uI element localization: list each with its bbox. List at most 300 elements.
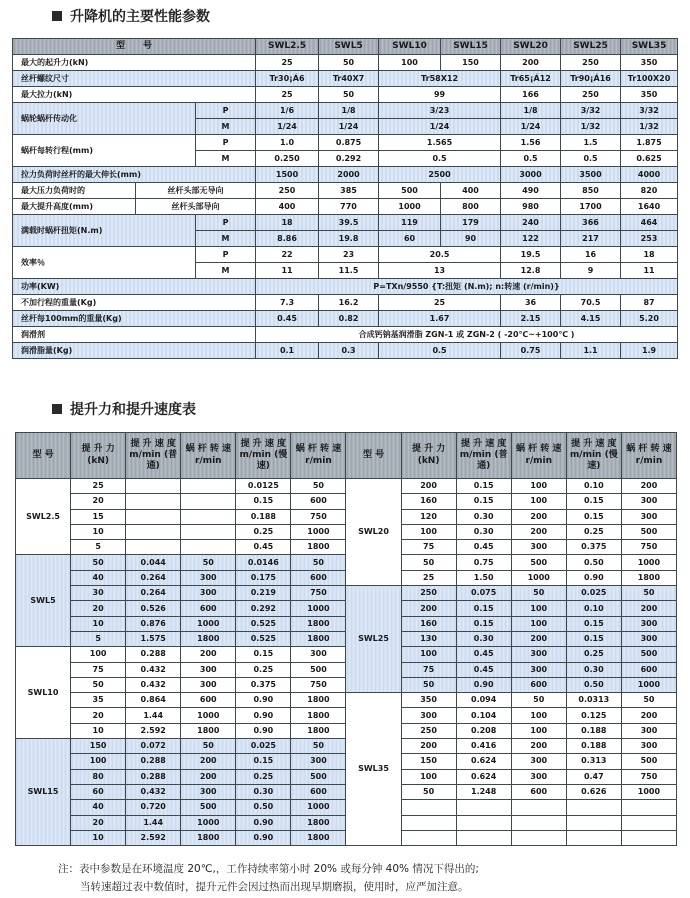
value-cell: 35 bbox=[71, 693, 126, 708]
value-cell: 300 bbox=[181, 784, 236, 799]
column-header: 型 号 bbox=[16, 433, 71, 479]
column-header: 提 升 速 度 m/min (普 通) bbox=[126, 433, 181, 479]
value-cell: 500 bbox=[621, 647, 676, 662]
section-title-text: 升降机的主要性能参数 bbox=[70, 9, 210, 25]
value-cell: 50 bbox=[401, 677, 456, 692]
value-cell: 1800 bbox=[621, 570, 676, 585]
value-cell: 200 bbox=[621, 601, 676, 616]
value-cell bbox=[566, 800, 621, 815]
row-label: 润滑脂量(Kg) bbox=[13, 343, 256, 359]
value-cell: 300 bbox=[621, 631, 676, 646]
value-cell: 10 bbox=[71, 830, 126, 845]
value-cell: 300 bbox=[181, 570, 236, 585]
sub-label: P bbox=[196, 215, 256, 231]
value-cell: 20 bbox=[71, 601, 126, 616]
table-row bbox=[13, 183, 678, 199]
column-header: 提 升 力 (kN) bbox=[71, 433, 126, 479]
value-cell: 0.30 bbox=[456, 524, 511, 539]
square-bullet-icon bbox=[52, 11, 62, 21]
value-cell: 0.288 bbox=[126, 647, 181, 662]
value-cell: 16 bbox=[561, 247, 621, 263]
sub-label: 丝杆头部导向 bbox=[136, 199, 256, 215]
value-cell: 0.75 bbox=[501, 343, 561, 359]
value-cell: 800 bbox=[441, 199, 501, 215]
value-cell bbox=[511, 800, 566, 815]
value-cell: 100 bbox=[71, 754, 126, 769]
value-cell: 40 bbox=[71, 570, 126, 585]
value-cell bbox=[621, 800, 676, 815]
value-cell: 200 bbox=[181, 754, 236, 769]
value-cell: 13 bbox=[379, 263, 501, 279]
value-cell: 4000 bbox=[621, 167, 678, 183]
table-row bbox=[16, 586, 677, 601]
table-row bbox=[13, 87, 678, 103]
value-cell: 1800 bbox=[291, 616, 346, 631]
value-cell: 0.75 bbox=[456, 555, 511, 570]
value-cell: 100 bbox=[511, 601, 566, 616]
sub-label: P bbox=[196, 135, 256, 151]
section-title-speed bbox=[52, 399, 196, 419]
value-cell: 0.15 bbox=[566, 509, 621, 524]
value-cell: P=TXn/9550 {T:扭矩 (N.m); n:转速 (r/min)} bbox=[256, 279, 678, 295]
notes bbox=[58, 860, 479, 896]
value-cell: 1000 bbox=[621, 784, 676, 799]
value-cell: 25 bbox=[256, 55, 319, 71]
value-cell: 120 bbox=[401, 509, 456, 524]
value-cell: 0.025 bbox=[566, 586, 621, 601]
value-cell: 0.47 bbox=[566, 769, 621, 784]
value-cell: 0.525 bbox=[236, 616, 291, 631]
value-cell: 0.624 bbox=[456, 754, 511, 769]
value-cell: 25 bbox=[401, 570, 456, 585]
value-cell: 1000 bbox=[379, 199, 441, 215]
value-cell: 4.15 bbox=[561, 311, 621, 327]
value-cell: 0.525 bbox=[236, 631, 291, 646]
value-cell: 1000 bbox=[511, 570, 566, 585]
value-cell: 200 bbox=[621, 479, 676, 494]
value-cell: 300 bbox=[181, 677, 236, 692]
value-cell: 10 bbox=[71, 616, 126, 631]
lift-speed-table bbox=[15, 432, 677, 846]
value-cell: 1.565 bbox=[379, 135, 501, 151]
value-cell bbox=[456, 815, 511, 830]
value-cell: 0.0313 bbox=[566, 693, 621, 708]
value-cell: 50 bbox=[401, 784, 456, 799]
value-cell: 50 bbox=[511, 586, 566, 601]
note-line-2: 当转速超过表中数值时，提升元件会因过热而出现早期磨损，使用时，应严加注意。 bbox=[80, 881, 469, 893]
value-cell bbox=[621, 830, 676, 845]
value-cell: 250 bbox=[401, 586, 456, 601]
value-cell: 1.56 bbox=[501, 135, 561, 151]
value-cell: 60 bbox=[379, 231, 441, 247]
value-cell: 1800 bbox=[291, 631, 346, 646]
value-cell: 0.50 bbox=[566, 677, 621, 692]
value-cell: 1/32 bbox=[621, 119, 678, 135]
sub-label: M bbox=[196, 151, 256, 167]
value-cell: 20.5 bbox=[379, 247, 501, 263]
row-label: 丝杆每100mm的重量(Kg) bbox=[13, 311, 256, 327]
value-cell: 200 bbox=[511, 524, 566, 539]
value-cell: 75 bbox=[401, 662, 456, 677]
value-cell: 250 bbox=[256, 183, 319, 199]
value-cell: 980 bbox=[501, 199, 561, 215]
model-column-header: SWL2.5 bbox=[256, 39, 319, 55]
value-cell: 1000 bbox=[291, 601, 346, 616]
row-label: 润滑剂 bbox=[13, 327, 256, 343]
value-cell: 1.67 bbox=[379, 311, 501, 327]
value-cell: 100 bbox=[401, 647, 456, 662]
value-cell: 1800 bbox=[291, 723, 346, 738]
value-cell: 0.288 bbox=[126, 769, 181, 784]
value-cell: 366 bbox=[561, 215, 621, 231]
model-cell: SWL2.5 bbox=[16, 479, 71, 555]
value-cell: 90 bbox=[441, 231, 501, 247]
value-cell: 75 bbox=[401, 540, 456, 555]
value-cell: 200 bbox=[511, 509, 566, 524]
column-header: 蜗 杆 转 速 r/min bbox=[511, 433, 566, 479]
model-cell: SWL35 bbox=[346, 693, 401, 846]
value-cell: 50 bbox=[181, 555, 236, 570]
value-cell bbox=[401, 800, 456, 815]
model-column-header: SWL35 bbox=[621, 39, 678, 55]
table-row bbox=[13, 135, 678, 151]
value-cell: 166 bbox=[501, 87, 561, 103]
row-label: 蜗杆每转行程(mm) bbox=[13, 135, 196, 167]
value-cell: 464 bbox=[621, 215, 678, 231]
value-cell: 0.432 bbox=[126, 784, 181, 799]
model-header: 型 号 bbox=[13, 39, 256, 55]
row-label: 丝杆螺纹尺寸 bbox=[13, 71, 256, 87]
value-cell: 200 bbox=[401, 739, 456, 754]
value-cell: 250 bbox=[561, 87, 621, 103]
column-header: 型 号 bbox=[346, 433, 401, 479]
model-column-header: SWL25 bbox=[561, 39, 621, 55]
value-cell: 500 bbox=[291, 662, 346, 677]
value-cell: 250 bbox=[561, 55, 621, 71]
value-cell: 1.44 bbox=[126, 708, 181, 723]
value-cell bbox=[566, 815, 621, 830]
table-row bbox=[16, 693, 677, 708]
value-cell: 1000 bbox=[291, 800, 346, 815]
value-cell: 2.592 bbox=[126, 723, 181, 738]
value-cell: 300 bbox=[511, 662, 566, 677]
value-cell: 0.15 bbox=[236, 754, 291, 769]
value-cell: 300 bbox=[511, 754, 566, 769]
value-cell: 0.30 bbox=[456, 509, 511, 524]
value-cell: 0.15 bbox=[236, 494, 291, 509]
value-cell bbox=[126, 540, 181, 555]
value-cell: 0.072 bbox=[126, 739, 181, 754]
sub-label: P bbox=[196, 103, 256, 119]
value-cell: 39.5 bbox=[319, 215, 379, 231]
value-cell bbox=[181, 479, 236, 494]
value-cell: 20 bbox=[71, 494, 126, 509]
value-cell: 1000 bbox=[621, 555, 676, 570]
value-cell bbox=[456, 800, 511, 815]
value-cell: 0.45 bbox=[256, 311, 319, 327]
value-cell: 200 bbox=[181, 769, 236, 784]
table-row bbox=[13, 71, 678, 87]
table-row bbox=[13, 199, 678, 215]
value-cell: 0.175 bbox=[236, 570, 291, 585]
value-cell bbox=[126, 494, 181, 509]
table-row bbox=[13, 167, 678, 183]
value-cell: 1000 bbox=[621, 677, 676, 692]
value-cell: 11.5 bbox=[319, 263, 379, 279]
sub-label: M bbox=[196, 231, 256, 247]
value-cell: 100 bbox=[511, 723, 566, 738]
table-row bbox=[13, 311, 678, 327]
value-cell: 3/32 bbox=[561, 103, 621, 119]
value-cell: Tr90¡Á16 bbox=[561, 71, 621, 87]
value-cell: 0.288 bbox=[126, 754, 181, 769]
value-cell: 0.292 bbox=[319, 151, 379, 167]
value-cell: 217 bbox=[561, 231, 621, 247]
value-cell: 300 bbox=[291, 754, 346, 769]
value-cell: 1000 bbox=[181, 815, 236, 830]
value-cell: 0.15 bbox=[456, 479, 511, 494]
model-column-header: SWL20 bbox=[501, 39, 561, 55]
value-cell: 0.626 bbox=[566, 784, 621, 799]
value-cell: 70.5 bbox=[561, 295, 621, 311]
value-cell: 9 bbox=[561, 263, 621, 279]
row-label: 功率(KW) bbox=[13, 279, 256, 295]
value-cell: 350 bbox=[621, 55, 678, 71]
value-cell: 500 bbox=[621, 754, 676, 769]
value-cell: 130 bbox=[401, 631, 456, 646]
value-cell: 0.90 bbox=[566, 570, 621, 585]
value-cell: 0.025 bbox=[236, 739, 291, 754]
value-cell: 5 bbox=[71, 540, 126, 555]
value-cell: 50 bbox=[319, 87, 379, 103]
sub-label: P bbox=[196, 247, 256, 263]
value-cell: 100 bbox=[71, 647, 126, 662]
value-cell: 1/24 bbox=[319, 119, 379, 135]
value-cell: 0.25 bbox=[236, 524, 291, 539]
value-cell: 0.15 bbox=[236, 647, 291, 662]
value-cell: 0.625 bbox=[621, 151, 678, 167]
value-cell: 36 bbox=[501, 295, 561, 311]
row-label: 最大拉力(kN) bbox=[13, 87, 256, 103]
value-cell: 200 bbox=[401, 601, 456, 616]
value-cell: 18 bbox=[621, 247, 678, 263]
value-cell: 300 bbox=[621, 723, 676, 738]
value-cell: 500 bbox=[621, 524, 676, 539]
value-cell bbox=[181, 540, 236, 555]
value-cell: 0.15 bbox=[456, 601, 511, 616]
value-cell: 0.50 bbox=[566, 555, 621, 570]
table-row bbox=[13, 215, 678, 231]
value-cell: 1.44 bbox=[126, 815, 181, 830]
value-cell: 750 bbox=[291, 586, 346, 601]
note-line-1: 注：表中参数是在环境温度 20℃,，工作持续率第小时 20% 或每分钟 40% 情况下得出的; bbox=[58, 863, 479, 875]
row-label: 最大的起升力(kN) bbox=[13, 55, 256, 71]
value-cell: 0.432 bbox=[126, 662, 181, 677]
row-label: 拉力负荷时丝杆的最大伸长(mm) bbox=[13, 167, 256, 183]
value-cell: 1800 bbox=[291, 693, 346, 708]
value-cell: 0.5 bbox=[379, 343, 501, 359]
value-cell: 0.075 bbox=[456, 586, 511, 601]
value-cell: 500 bbox=[181, 800, 236, 815]
value-cell: 770 bbox=[319, 199, 379, 215]
value-cell: 0.313 bbox=[566, 754, 621, 769]
model-column-header: SWL5 bbox=[319, 39, 379, 55]
value-cell: 1800 bbox=[291, 708, 346, 723]
sub-label: M bbox=[196, 263, 256, 279]
model-cell: SWL10 bbox=[16, 647, 71, 739]
value-cell: 600 bbox=[511, 784, 566, 799]
value-cell: 50 bbox=[291, 479, 346, 494]
value-cell: 1/6 bbox=[256, 103, 319, 119]
value-cell: 100 bbox=[379, 55, 441, 71]
value-cell bbox=[566, 830, 621, 845]
value-cell: 15 bbox=[71, 509, 126, 524]
value-cell: 0.90 bbox=[236, 693, 291, 708]
value-cell: 0.188 bbox=[236, 509, 291, 524]
value-cell: 500 bbox=[379, 183, 441, 199]
value-cell: 合成钙钠基润滑脂 ZGN-1 或 ZGN-2 ( -20℃~+100℃ ) bbox=[256, 327, 678, 343]
value-cell: 0.432 bbox=[126, 677, 181, 692]
value-cell: 50 bbox=[291, 739, 346, 754]
value-cell: 1.5 bbox=[561, 135, 621, 151]
value-cell: 1.9 bbox=[621, 343, 678, 359]
value-cell: 100 bbox=[401, 769, 456, 784]
value-cell bbox=[621, 815, 676, 830]
value-cell: 1/24 bbox=[501, 119, 561, 135]
value-cell: 200 bbox=[401, 479, 456, 494]
value-cell: 1/8 bbox=[319, 103, 379, 119]
value-cell: 750 bbox=[291, 677, 346, 692]
value-cell: 300 bbox=[511, 769, 566, 784]
value-cell: 0.15 bbox=[566, 631, 621, 646]
model-column-header: SWL10 bbox=[379, 39, 441, 55]
value-cell: 0.15 bbox=[566, 494, 621, 509]
value-cell: 12.8 bbox=[501, 263, 561, 279]
value-cell: 0.90 bbox=[456, 677, 511, 692]
value-cell: 1.875 bbox=[621, 135, 678, 151]
value-cell: 253 bbox=[621, 231, 678, 247]
value-cell: 7.3 bbox=[256, 295, 319, 311]
row-label: 满载时蜗杆扭矩(N.m) bbox=[13, 215, 196, 247]
sub-label: M bbox=[196, 119, 256, 135]
value-cell: 300 bbox=[291, 647, 346, 662]
value-cell: 500 bbox=[291, 769, 346, 784]
value-cell: 240 bbox=[501, 215, 561, 231]
value-cell: 600 bbox=[621, 662, 676, 677]
value-cell: 1/32 bbox=[561, 119, 621, 135]
row-label: 效率％ bbox=[13, 247, 196, 279]
value-cell: 1.248 bbox=[456, 784, 511, 799]
value-cell: 1800 bbox=[291, 830, 346, 845]
value-cell: 250 bbox=[401, 723, 456, 738]
table-row bbox=[13, 343, 678, 359]
value-cell: 750 bbox=[621, 540, 676, 555]
value-cell: 99 bbox=[379, 87, 501, 103]
value-cell: 1800 bbox=[181, 830, 236, 845]
value-cell: 0.82 bbox=[319, 311, 379, 327]
value-cell: 0.720 bbox=[126, 800, 181, 815]
value-cell: Tr30¡Á6 bbox=[256, 71, 319, 87]
value-cell: 0.526 bbox=[126, 601, 181, 616]
value-cell: 490 bbox=[501, 183, 561, 199]
value-cell: 0.624 bbox=[456, 769, 511, 784]
section-title-performance bbox=[52, 6, 210, 26]
column-header: 提 升 力 (kN) bbox=[401, 433, 456, 479]
value-cell: 300 bbox=[401, 708, 456, 723]
value-cell: 1700 bbox=[561, 199, 621, 215]
value-cell: 0.15 bbox=[456, 494, 511, 509]
column-header: 提 升 速 度 m/min (慢 速) bbox=[566, 433, 621, 479]
value-cell: 300 bbox=[621, 509, 676, 524]
table-row bbox=[16, 479, 677, 494]
value-cell: 0.45 bbox=[456, 662, 511, 677]
value-cell: 1.50 bbox=[456, 570, 511, 585]
column-header: 蜗 杆 转 速 r/min bbox=[621, 433, 676, 479]
value-cell: Tr58X12 bbox=[379, 71, 501, 87]
value-cell: 0.0146 bbox=[236, 555, 291, 570]
value-cell: 11 bbox=[256, 263, 319, 279]
value-cell: 1800 bbox=[291, 540, 346, 555]
value-cell: 200 bbox=[511, 739, 566, 754]
value-cell: 0.10 bbox=[566, 479, 621, 494]
value-cell: 200 bbox=[501, 55, 561, 71]
value-cell: 0.188 bbox=[566, 723, 621, 738]
model-cell: SWL20 bbox=[346, 479, 401, 586]
table-row bbox=[13, 247, 678, 263]
value-cell: 0.104 bbox=[456, 708, 511, 723]
value-cell bbox=[126, 509, 181, 524]
model-cell: SWL15 bbox=[16, 739, 71, 846]
value-cell: 1800 bbox=[181, 631, 236, 646]
value-cell bbox=[126, 524, 181, 539]
value-cell: 0.188 bbox=[566, 739, 621, 754]
row-label: 不加行程的重量(Kg) bbox=[13, 295, 256, 311]
value-cell: 23 bbox=[319, 247, 379, 263]
value-cell: 80 bbox=[71, 769, 126, 784]
value-cell: 1/24 bbox=[379, 119, 501, 135]
value-cell: 0.219 bbox=[236, 586, 291, 601]
value-cell: 0.875 bbox=[319, 135, 379, 151]
row-label: 最大压力负荷时的 bbox=[13, 183, 136, 199]
value-cell: 350 bbox=[401, 693, 456, 708]
value-cell: 2000 bbox=[319, 167, 379, 183]
value-cell: 19.8 bbox=[319, 231, 379, 247]
value-cell: 25 bbox=[379, 295, 501, 311]
value-cell: 1/8 bbox=[501, 103, 561, 119]
value-cell: 119 bbox=[379, 215, 441, 231]
value-cell: 0.90 bbox=[236, 723, 291, 738]
row-label: 最大提升高度(mm) bbox=[13, 199, 136, 215]
value-cell: 1.575 bbox=[126, 631, 181, 646]
value-cell: 750 bbox=[621, 769, 676, 784]
value-cell: 0.45 bbox=[456, 540, 511, 555]
value-cell: 600 bbox=[511, 677, 566, 692]
value-cell: 1000 bbox=[181, 708, 236, 723]
value-cell: 0.292 bbox=[236, 601, 291, 616]
value-cell bbox=[401, 815, 456, 830]
value-cell: 150 bbox=[401, 754, 456, 769]
value-cell: 3500 bbox=[561, 167, 621, 183]
value-cell: 0.5 bbox=[501, 151, 561, 167]
value-cell: 2500 bbox=[379, 167, 501, 183]
value-cell: 50 bbox=[621, 693, 676, 708]
value-cell: 0.25 bbox=[236, 662, 291, 677]
value-cell: 25 bbox=[71, 479, 126, 494]
value-cell: 1800 bbox=[291, 815, 346, 830]
value-cell: 0.375 bbox=[236, 677, 291, 692]
value-cell: 0.50 bbox=[236, 800, 291, 815]
value-cell: 0.864 bbox=[126, 693, 181, 708]
